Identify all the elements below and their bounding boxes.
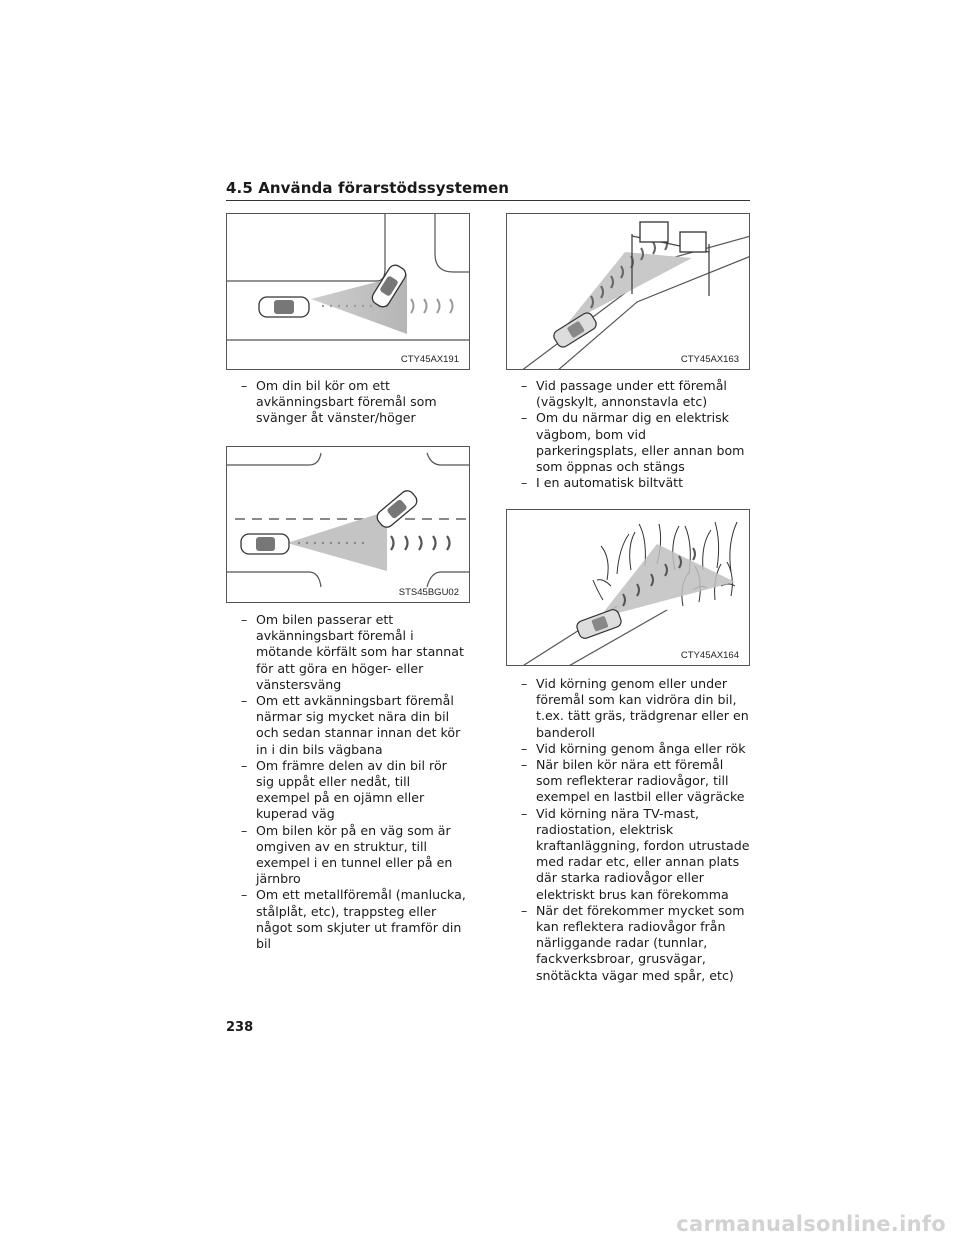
figure-turning-car [226,213,470,370]
section-title: 4.5 Använda förarstödssystemen [226,179,510,197]
list-oncoming [241,612,467,952]
figure-overhead-sign [506,213,750,370]
car-under-overhead-sign-illustration [507,214,750,370]
figure-code: STS45BGU02 [398,587,459,598]
list-item: – Om du närmar dig en elektrisk vägbom, bom vid parkeringsplats, eller annan bom som öppnas och stängs [521,410,749,475]
list-item: – När det förekommer mycket som kan reflektera radiovågor från närliggande radar (tunnlar, fackverksbroar, grusvägar, snötäckta vägar med spår, etc) [521,903,751,984]
list-item: – Om ett avkänningsbart föremål närmar sig mycket nära din bil och sedan stannar innan det kör in i din bils vägbana [241,693,467,758]
list-item: – Om din bil kör om ett avkänningsbart föremål som svänger åt vänster/höger [241,378,466,427]
list-item: – Vid passage under ett föremål (vägskylt, annonstavla etc) [521,378,749,410]
watermark: carmanualsonline.info [676,1212,946,1236]
figure-code: CTY45AX163 [680,354,739,365]
list-item: – Vid körning genom eller under föremål som kan vidröra din bil, t.ex. tätt gräs, trädgrenar eller en banderoll [521,676,751,741]
list-item: – Om bilen passerar ett avkänningsbart föremål i mötande körfält som har stannat för att göra en höger- eller vänstersväng [241,612,467,693]
page-number: 238 [226,1020,254,1035]
car-turning-at-intersection-illustration [227,214,470,370]
section-header [226,178,750,201]
list-item: – Om ett metallföremål (manlucka, stålplåt, etc), trappsteg eller något som skjuter ut framför din bil [241,887,467,952]
list-item: – Vid körning nära TV-mast, radiostation, elektrisk kraftanläggning, fordon utrustade med radar etc, eller annan plats där starka radiovågor eller elektriskt brus kan förekomma [521,806,751,903]
list-item: – När bilen kör nära ett föremål som reflekterar radiovågor, till exempel en lastbil eller vägräcke [521,757,751,806]
figure-vegetation [506,509,750,666]
list-turning [241,378,466,427]
list-item: – Om främre delen av din bil rör sig uppåt eller nedåt, till exempel på en ojämn eller kuperad väg [241,758,467,823]
car-through-vegetation-illustration [507,510,750,666]
list-item: – I en automatisk biltvätt [521,475,749,491]
car-passing-oncoming-vehicle-illustration [227,447,470,603]
figure-code: CTY45AX164 [680,650,739,661]
figure-oncoming-car [226,446,470,603]
figure-code: CTY45AX191 [400,354,459,365]
list-overhead [521,378,749,491]
list-item: – Om bilen kör på en väg som är omgiven av en struktur, till exempel i en tunnel eller på en järnbro [241,823,467,888]
list-item: – Vid körning genom ånga eller rök [521,741,751,757]
list-vegetation [521,676,751,984]
